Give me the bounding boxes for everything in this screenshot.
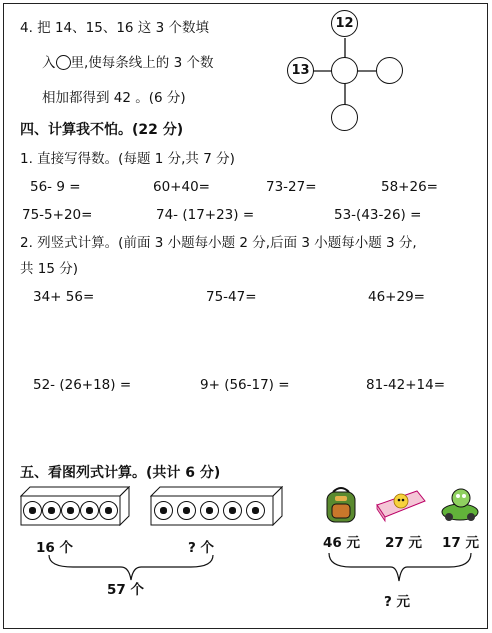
inline-circle-icon — [56, 55, 71, 70]
section4-title: 四、计算我不怕。(22 分) — [20, 122, 184, 138]
calc-2-1: 75-5+20= — [22, 207, 93, 223]
vertical-calc-4: 52- (26+18) = — [33, 377, 132, 393]
vertical-calc-1: 34+ 56= — [33, 289, 95, 305]
soccer-ball-icon — [80, 501, 99, 520]
soccer-ball-icon — [154, 501, 173, 520]
box-1-label: 16 个 — [36, 540, 73, 556]
section5-title: 五、看图列式计算。(共计 6 分) — [20, 465, 221, 481]
soccer-ball-icon — [23, 501, 42, 520]
backpack-icon — [321, 484, 361, 526]
q4-line-3: 相加都得到 42 。(6 分) — [42, 90, 186, 106]
q4-line-2-post: 里,使每条线上的 3 个数 — [70, 55, 214, 71]
box-2-balls — [154, 501, 265, 520]
q4-line-2-pre: 入 — [42, 55, 56, 71]
price-2: 27 元 — [385, 535, 422, 551]
ball-box-2 — [150, 486, 283, 526]
part1-title: 1. 直接写得数。(每题 1 分,共 7 分) — [20, 151, 235, 167]
circle-bottom-blank[interactable] — [331, 104, 358, 131]
soccer-ball-icon — [42, 501, 61, 520]
calc-1-2: 60+40= — [153, 179, 210, 195]
soccer-ball-icon — [99, 501, 118, 520]
total-balls-label: 57 个 — [107, 582, 144, 598]
price-1: 46 元 — [323, 535, 360, 551]
calc-1-1: 56- 9 = — [30, 179, 81, 195]
soccer-ball-icon — [223, 501, 242, 520]
part2-title: 2. 列竖式计算。(前面 3 小题每小题 2 分,后面 3 小题每小题 3 分, — [20, 235, 417, 251]
calc-2-2: 74- (17+23) = — [156, 207, 255, 223]
circle-center-blank[interactable] — [331, 57, 358, 84]
vertical-calc-6: 81-42+14= — [366, 377, 446, 393]
part2-title-cont: 共 15 分) — [20, 261, 79, 277]
q4-line-2 — [42, 54, 213, 72]
toy-car-icon — [440, 484, 480, 524]
pencil-case-icon — [373, 487, 429, 523]
box-2-label: ? 个 — [188, 540, 215, 556]
calc-1-3: 73-27= — [266, 179, 317, 195]
vertical-calc-3: 46+29= — [368, 289, 425, 305]
circle-right-blank[interactable] — [376, 57, 403, 84]
calc-1-4: 58+26= — [381, 179, 438, 195]
circle-top: 12 — [331, 10, 358, 37]
circle-left: 13 — [287, 57, 314, 84]
soccer-ball-icon — [200, 501, 219, 520]
ball-box-1 — [20, 486, 130, 526]
box-1-balls — [23, 501, 118, 520]
total-price-label: ? 元 — [384, 594, 411, 610]
brace-right — [325, 551, 475, 585]
soccer-ball-icon — [246, 501, 265, 520]
price-3: 17 元 — [442, 535, 479, 551]
vertical-calc-5: 9+ (56-17) = — [200, 377, 290, 393]
calc-2-3: 53-(43-26) = — [334, 207, 422, 223]
q4-line-1: 4. 把 14、15、16 这 3 个数填 — [20, 20, 209, 36]
soccer-ball-icon — [177, 501, 196, 520]
soccer-ball-icon — [61, 501, 80, 520]
vertical-calc-2: 75-47= — [206, 289, 257, 305]
